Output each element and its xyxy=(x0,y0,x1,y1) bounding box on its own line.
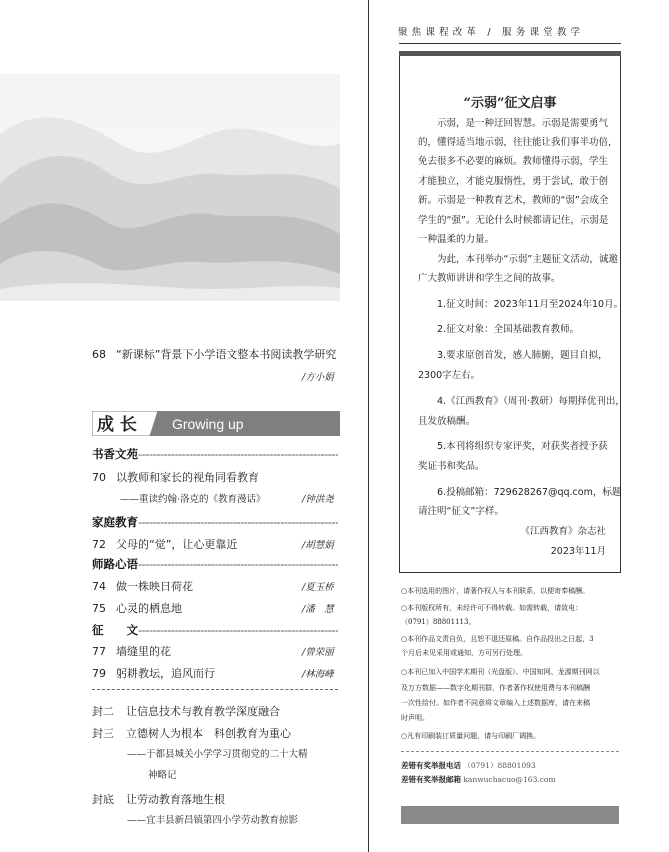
contact-email xyxy=(401,774,556,785)
toc-entry-75[interactable] xyxy=(92,600,182,616)
notice-line: 学生的“强”。无论什么时候都请记住，示弱是 xyxy=(418,215,609,226)
entry-author: /潘 慧 xyxy=(302,604,334,615)
notice-title: “示弱”征文启事 xyxy=(463,96,557,111)
entry-subtitle: ——宜丰县新昌镇第四小学劳动教育掠影 xyxy=(127,815,299,826)
section-heading-shilu: 师路心语 ----- xyxy=(92,556,338,572)
notice-line: 为此，本刊举办“示弱”主题征文活动，诚邀 xyxy=(418,254,618,265)
notice-signature-org: 《江西教育》杂志社 xyxy=(520,526,606,537)
entry-title: “新课标”背景下小学语文整本书阅读教学研究 xyxy=(116,348,337,361)
notice-signature-date: 2023年11月 xyxy=(550,546,606,557)
fine-print-line: ○本刊已加入中国学术期刊（光盘版）、中国知网、龙源期刊网以 xyxy=(401,668,600,676)
toc-entry-74[interactable] xyxy=(92,578,193,594)
cover-entry-back[interactable] xyxy=(92,791,225,807)
notice-line: 5.本刊将组织专家评奖，对获奖者授予获 xyxy=(418,441,608,452)
page-number: 74 xyxy=(92,580,106,593)
contact-phone xyxy=(401,760,536,771)
notice-line: 1.征文时间：2023年11月至2024年10月。 xyxy=(418,299,624,310)
notice-line: 请注明“征文”字样。 xyxy=(418,506,504,517)
notice-line: 新。示弱是一种教育艺术，教师的“弱”会成全 xyxy=(418,195,609,206)
notice-line: 才能独立，才能克服惰性，勇于尝试，敢于创 xyxy=(418,176,609,187)
notice-line: 3.要求原创首发，感人肺腑，题目自拟， xyxy=(418,350,608,361)
dashed-divider xyxy=(92,689,338,690)
contact-divider xyxy=(401,751,619,752)
toc-entry-68[interactable] xyxy=(92,346,336,362)
fine-print-line: ○本刊选用的图片，请著作权人与本刊联系，以便寄奉稿酬。 xyxy=(401,587,590,595)
notice-line: 2300字左右。 xyxy=(418,370,481,381)
entry-title: 心灵的栖息地 xyxy=(116,602,182,615)
entry-author: /曾荣丽 xyxy=(302,647,334,658)
entry-author: /夏玉桥 xyxy=(302,582,334,593)
page-number: 75 xyxy=(92,602,106,615)
notice-line: 示弱，是一种迂回智慧。示弱是需要勇气 xyxy=(418,118,609,129)
fine-print-line: ○本刊版权所有，未经许可不得转载。如需转载，请致电： xyxy=(401,604,583,612)
entry-title: 让劳动教育落地生根 xyxy=(126,793,225,806)
fine-print-line: 及万方数据——数字化期刊群，作者著作权使用费与本刊稿酬 xyxy=(401,684,590,692)
fine-print-line: 个月后未见采用或通知，方可另行处理。 xyxy=(401,649,527,657)
page-number: 79 xyxy=(92,667,106,680)
section-heading-shuxiang: 书香文苑 ----- xyxy=(92,446,338,462)
header-rule xyxy=(399,43,621,44)
header-tagline: 聚焦课程改革 / 服务课堂教学 xyxy=(398,27,585,38)
entry-subtitle: ——重读约翰·洛克的《教育漫话》 xyxy=(120,494,266,505)
notice-line: 广大教师讲讲和学生之间的故事。 xyxy=(418,273,561,284)
entry-author: /方小娟 xyxy=(302,372,334,383)
notice-line: 奖证书和奖品。 xyxy=(418,461,485,472)
page-number: 72 xyxy=(92,538,106,551)
contact-email-value: kanwuchacuo@163.com xyxy=(463,775,556,784)
fine-print-line: ○本刊作品文责自负，且恕不退还原稿。自作品投出之日起，3 xyxy=(401,635,594,643)
toc-entry-72[interactable] xyxy=(92,536,237,552)
fine-print-line: （0791）88801113。 xyxy=(401,618,476,626)
section-banner-cn: 成 长 xyxy=(97,415,137,435)
section-heading-jiating: 家庭教育 ----- xyxy=(92,514,338,530)
entry-title: 墙缝里的花 xyxy=(116,645,171,658)
mountain-landscape-image xyxy=(0,74,340,301)
page-number: 68 xyxy=(92,348,106,361)
fine-print-line: 时声明。 xyxy=(401,714,429,722)
call-for-papers-box xyxy=(399,51,625,573)
notice-line: 2.征文对象：全国基础教育教师。 xyxy=(418,324,580,335)
cover-entry-3[interactable] xyxy=(92,725,291,741)
footer-gray-bar xyxy=(401,806,619,824)
contact-phone-value: （0791）88801093 xyxy=(463,761,536,770)
section-banner xyxy=(92,411,340,436)
entry-title: 躬耕教坛，追风而行 xyxy=(116,667,215,680)
entry-title: 做一株映日荷花 xyxy=(116,580,193,593)
notice-line: 6.投稿邮箱：729628267@qq.com，标题 xyxy=(418,487,622,498)
toc-entry-79[interactable] xyxy=(92,665,215,681)
entry-title: 父母的“觉”，让心更靠近 xyxy=(116,538,238,551)
entry-author: /钟洪尧 xyxy=(302,494,334,505)
notice-top-bar xyxy=(399,51,621,56)
entry-subtitle-cont: 神略记 xyxy=(148,770,177,781)
cover-label: 封二 xyxy=(92,705,114,718)
entry-author: /胡慧娟 xyxy=(302,540,334,551)
notice-line: 免去很多不必要的麻烦。教师懂得示弱，学生 xyxy=(418,156,609,167)
toc-entry-70[interactable] xyxy=(92,469,259,485)
entry-title: 以教师和家长的视角同看教育 xyxy=(116,471,259,484)
cover-label: 封三 xyxy=(92,727,114,740)
fine-print-line: 一次性给付。如作者不同意将文章编入上述数据库，请在来稿 xyxy=(401,699,590,707)
toc-entry-77[interactable] xyxy=(92,643,171,659)
page-number: 70 xyxy=(92,471,106,484)
page-divider xyxy=(368,0,369,852)
entry-subtitle: ——于都县城关小学学习贯彻党的二十大精 xyxy=(127,749,308,760)
cover-label: 封底 xyxy=(92,793,114,806)
notice-line: 一种温柔的力量。 xyxy=(418,234,495,245)
contact-phone-label: 差错有奖举报电话 xyxy=(401,761,461,770)
entry-title: 让信息技术与教育教学深度融合 xyxy=(126,705,280,718)
entry-title: 立德树人为根本 科创教育为重心 xyxy=(126,727,291,740)
fine-print-line: ○凡有印刷装订质量问题，请与印刷厂调换。 xyxy=(401,732,541,740)
notice-line: 且发放稿酬。 xyxy=(418,416,476,427)
cover-entry-2[interactable] xyxy=(92,703,280,719)
entry-author: /林海峰 xyxy=(302,669,334,680)
section-banner-en: Growing up xyxy=(172,416,244,432)
contact-email-label: 差错有奖举报邮箱 xyxy=(401,775,461,784)
section-heading-zhengwen: 征 文 ----- xyxy=(92,622,338,638)
page-number: 77 xyxy=(92,645,106,658)
notice-line: 4.《江西教育》（周刊·教研）每期择优刊出， xyxy=(418,396,625,407)
notice-line: 的，懂得适当地示弱，往往能让我们事半功倍， xyxy=(418,137,618,148)
